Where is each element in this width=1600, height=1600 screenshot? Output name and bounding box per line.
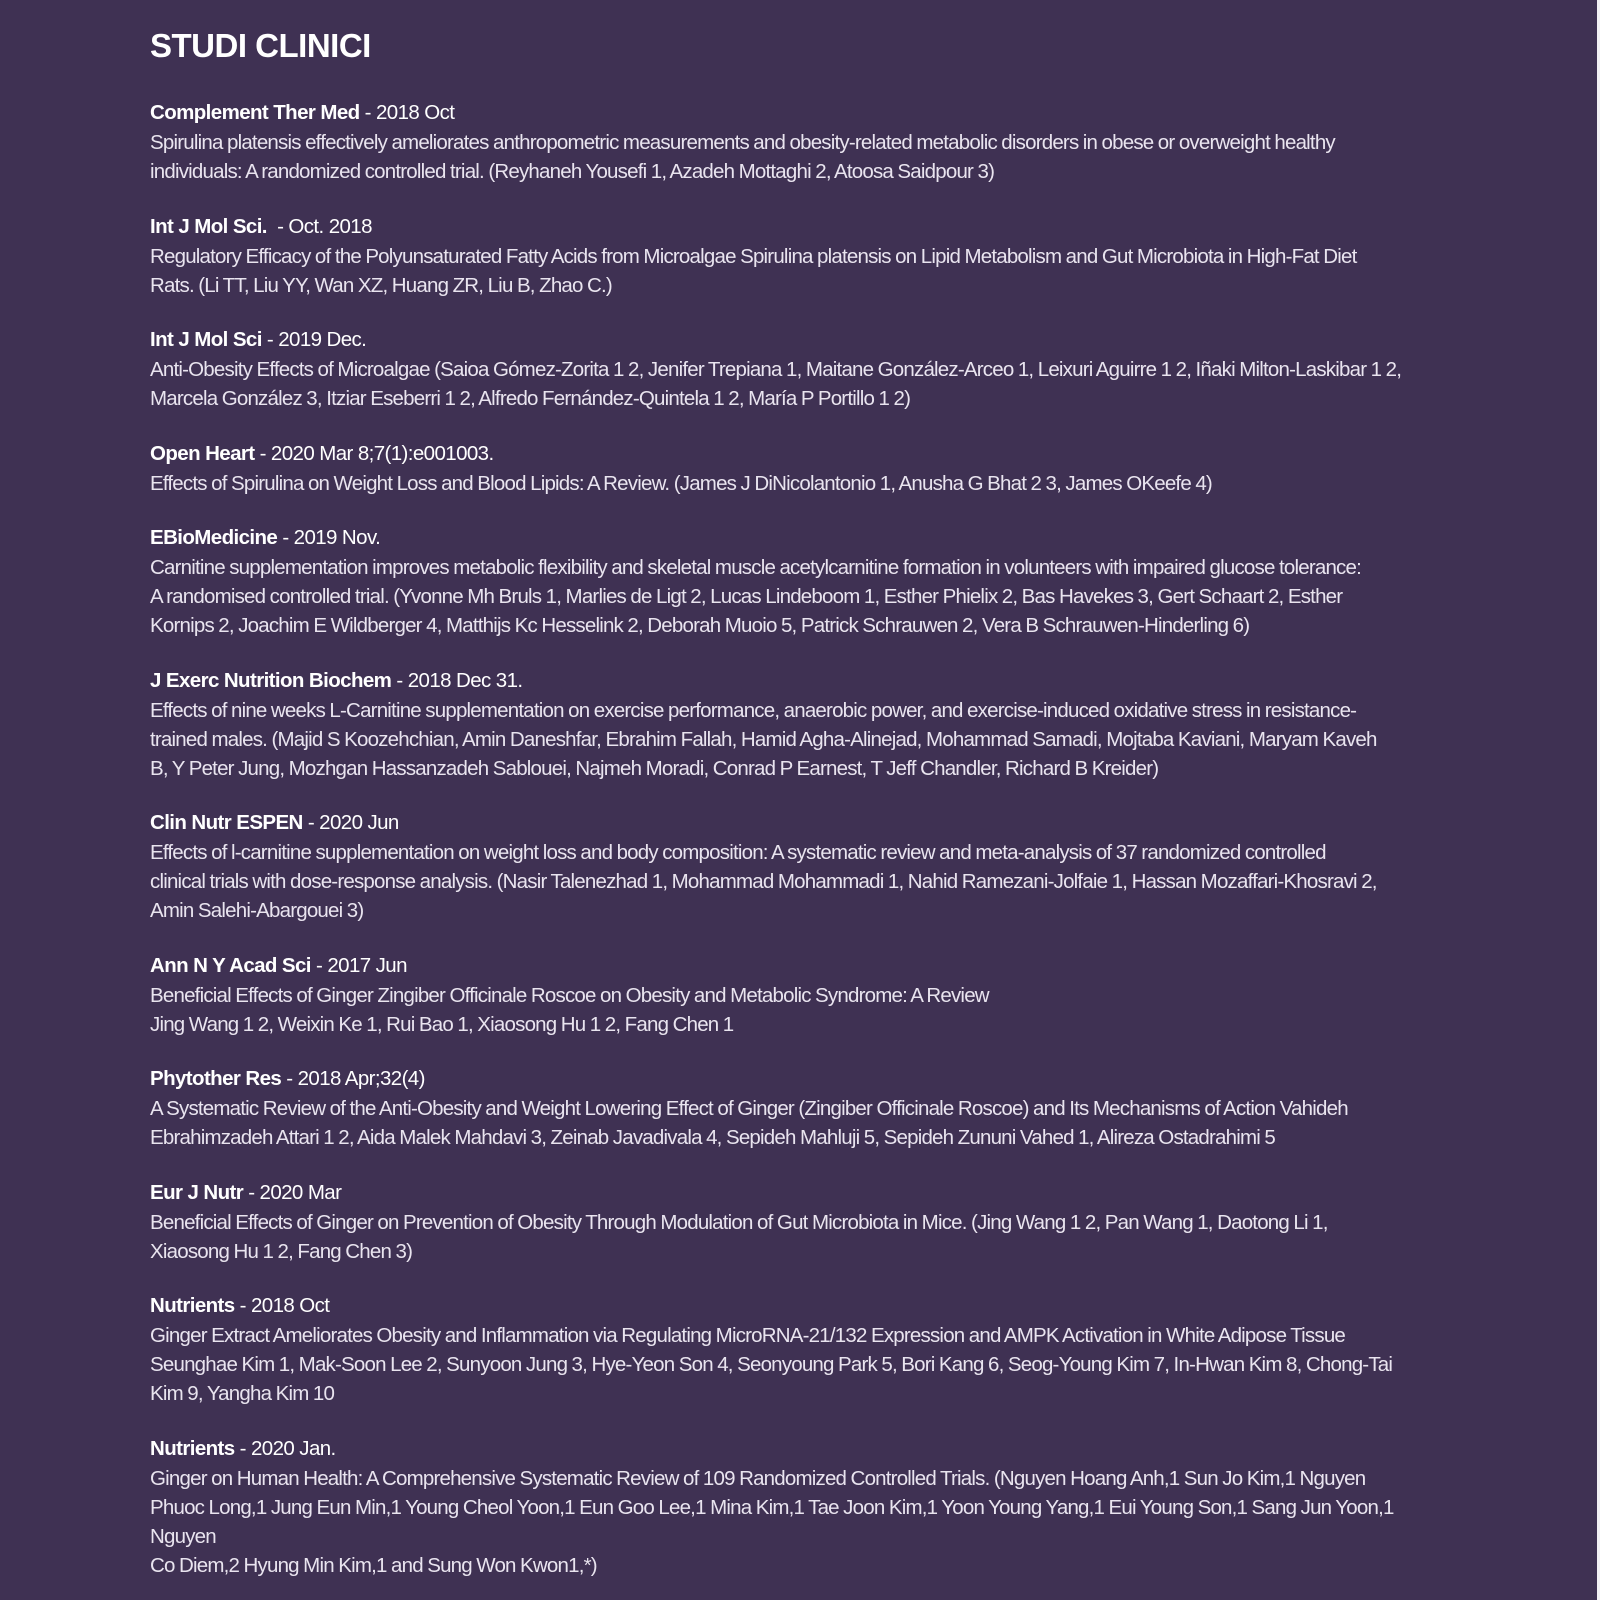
description-line: Amin Salehi-Abargouei 3) xyxy=(150,899,364,922)
description-line: Rats. (Li TT, Liu YY, Wan XZ, Huang ZR, Liu B, Zhao C.) xyxy=(150,273,612,297)
journal-name: Complement Ther Med xyxy=(150,101,360,124)
journal-name: J Exerc Nutrition Biochem xyxy=(150,668,392,692)
description-line: Co Diem,2 Hyung Min Kim,1 and Sung Won Kwon1,*) xyxy=(150,1553,597,1577)
description-line: Ginger Extract Ameliorates Obesity and Inflammation via Regulating MicroRNA-21/132 Expression and AMPK Activation in White Adipose Tissue xyxy=(150,1324,1346,1347)
description-line: Ginger on Human Health: A Comprehensive Systematic Review of 109 Randomized Controlled Trials. (Nguyen Hoang Anh,1 Sun Jo Kim,1 Nguyen xyxy=(150,1466,1366,1490)
description-line: Phuoc Long,1 Jung Eun Min,1 Young Cheol Yoon,1 Eun Goo Lee,1 Mina Kim,1 Tae Joon Kim,1 Yoon Young Yang,1 Eui Young Son,1 Sang Jun Yoon,1 Nguyen xyxy=(150,1495,1394,1548)
study-entry xyxy=(150,666,1450,783)
study-description xyxy=(150,1094,1450,1152)
study-header xyxy=(150,212,1450,242)
study-description xyxy=(150,242,1450,300)
study-entry xyxy=(150,1064,1450,1152)
journal-name: Open Heart xyxy=(150,441,255,465)
study-description xyxy=(150,696,1450,783)
study-description xyxy=(150,355,1450,413)
description-line: Carnitine supplementation improves metabolic flexibility and skeletal muscle acetylcarnitine formation in volunteers with impaired glucose tolerance: xyxy=(150,556,1362,579)
journal-name: EBioMedicine xyxy=(150,526,278,549)
study-header xyxy=(150,666,1450,696)
study-description xyxy=(150,128,1450,186)
study-description xyxy=(150,1321,1450,1408)
description-line: individuals: A randomized controlled trial. (Reyhaneh Yousefi 1, Azadeh Mottaghi 2, Atoosa Saidpour 3) xyxy=(150,160,995,183)
description-line: trained males. (Majid S Koozehchian, Amin Daneshfar, Ebrahim Fallah, Hamid Agha-Alinejad, Mohammad Samadi, Mojtaba Kaviani, Maryam Kaveh xyxy=(150,727,1377,751)
description-line: clinical trials with dose-response analysis. (Nasir Talenezhad 1, Mohammad Mohammadi 1, Nahid Ramezani-Jolfaie 1, Hassan Mozaffari-Khosravi 2, xyxy=(150,870,1377,893)
description-line: Regulatory Efficacy of the Polyunsaturated Fatty Acids from Microalgae Spirulina platensis on Lipid Metabolism and Gut Microbiota in High-Fat Diet xyxy=(150,244,1357,268)
study-entry xyxy=(150,212,1450,300)
study-entry xyxy=(150,1434,1450,1580)
publication-date: - 2020 Jun xyxy=(302,811,399,834)
description-line: Anti-Obesity Effects of Microalgae (Saioa Gómez-Zorita 1 2, Jenifer Trepiana 1, Maitane González-Arceo 1, Leixuri Aguirre 1 2, Iñaki Milton-Laskibar 1 2, xyxy=(150,358,1402,381)
publication-date: - 2018 Oct xyxy=(359,101,455,124)
study-header xyxy=(150,951,1450,981)
journal-name: Clin Nutr ESPEN xyxy=(150,811,303,834)
publication-date: - 2017 Jun xyxy=(310,953,407,977)
publication-date: - 2020 Jan. xyxy=(234,1436,336,1460)
study-entry xyxy=(150,325,1450,413)
study-description xyxy=(150,1464,1450,1580)
description-line: Xiaosong Hu 1 2, Fang Chen 3) xyxy=(150,1239,413,1263)
publication-date: - 2019 Dec. xyxy=(261,328,367,351)
study-entry xyxy=(150,808,1450,925)
study-header xyxy=(150,808,1450,838)
publication-date: - 2018 Oct xyxy=(234,1294,330,1317)
description-line: Effects of nine weeks L-Carnitine supplementation on exercise performance, anaerobic power, and exercise-induced oxidative stress in resistance- xyxy=(150,698,1357,722)
study-description xyxy=(150,553,1450,640)
study-description xyxy=(150,469,1450,498)
study-header xyxy=(150,1291,1450,1321)
study-header xyxy=(150,325,1450,355)
publication-date: - 2020 Mar 8;7(1):e001003. xyxy=(254,441,494,465)
page-title: STUDI CLINICI xyxy=(150,27,371,64)
description-line: Marcela González 3, Itziar Eseberri 1 2, Alfredo Fernández-Quintela 1 2, María P Portillo 1 2) xyxy=(150,387,911,410)
description-line: Beneficial Effects of Ginger on Prevention of Obesity Through Modulation of Gut Microbiota in Mice. (Jing Wang 1 2, Pan Wang 1, Daotong Li 1, xyxy=(150,1210,1328,1234)
publication-date: - 2018 Dec 31. xyxy=(391,668,523,692)
journal-name: Ann N Y Acad Sci xyxy=(150,953,311,977)
journal-name: Int J Mol Sci xyxy=(150,328,262,351)
study-description xyxy=(150,838,1450,925)
publication-date: - 2019 Nov. xyxy=(277,526,381,549)
description-line: A Systematic Review of the Anti-Obesity and Weight Lowering Effect of Ginger (Zingiber Officinale Roscoe) and Its Mechanisms of Action Vahideh xyxy=(150,1097,1348,1120)
journal-name: Phytother Res xyxy=(150,1067,282,1090)
description-line: Kim 9, Yangha Kim 10 xyxy=(150,1382,335,1405)
study-header xyxy=(150,1434,1450,1464)
description-line: Ebrahimzadeh Attari 1 2, Aida Malek Mahdavi 3, Zeinab Javadivala 4, Sepideh Mahluji 5, Sepideh Zununi Vahed 1, Alireza Ostadrahimi 5 xyxy=(150,1126,1276,1149)
description-line: B, Y Peter Jung, Mozhgan Hassanzadeh Sablouei, Najmeh Moradi, Conrad P Earnest, T Jeff Chandler, Richard B Kreider) xyxy=(150,756,1159,780)
study-header xyxy=(150,1064,1450,1094)
journal-name: Nutrients xyxy=(150,1436,235,1460)
study-header xyxy=(150,523,1450,553)
study-entry xyxy=(150,1178,1450,1266)
description-line: A randomised controlled trial. (Yvonne Mh Bruls 1, Marlies de Ligt 2, Lucas Lindeboom 1, Esther Phielix 2, Bas Havekes 3, Gert Schaart 2, Esther xyxy=(150,585,1343,608)
description-line: Effects of l-carnitine supplementation on weight loss and body composition: A systematic review and meta-analysis of 37 randomized controlled xyxy=(150,841,1326,864)
journal-name: Eur J Nutr xyxy=(150,1180,244,1204)
study-description xyxy=(150,981,1450,1039)
description-line: Kornips 2, Joachim E Wildberger 4, Matthijs Kc Hesselink 2, Deborah Muoio 5, Patrick Schrauwen 2, Vera B Schrauwen-Hinderling 6) xyxy=(150,614,1250,637)
study-header xyxy=(150,98,1450,128)
publication-date: - Oct. 2018 xyxy=(266,214,372,238)
study-header xyxy=(150,439,1450,469)
description-line: Beneficial Effects of Ginger Zingiber Officinale Roscoe on Obesity and Metabolic Syndrome: A Review xyxy=(150,983,989,1007)
study-entry xyxy=(150,98,1450,186)
journal-name: Nutrients xyxy=(150,1294,235,1317)
publication-date: - 2018 Apr;32(4) xyxy=(281,1067,425,1090)
study-description xyxy=(150,1208,1450,1266)
description-line: Effects of Spirulina on Weight Loss and Blood Lipids: A Review. (James J DiNicolantonio 1, Anusha G Bhat 2 3, James OKeefe 4) xyxy=(150,471,1212,495)
publication-date: - 2020 Mar xyxy=(243,1180,342,1204)
study-header xyxy=(150,1178,1450,1208)
study-entry xyxy=(150,523,1450,640)
description-line: Spirulina platensis effectively ameliorates anthropometric measurements and obesity-related metabolic disorders in obese or overweight healthy xyxy=(150,131,1335,154)
study-entry xyxy=(150,951,1450,1039)
description-line: Seunghae Kim 1, Mak-Soon Lee 2, Sunyoon Jung 3, Hye-Yeon Son 4, Seonyoung Park 5, Bori Kang 6, Seog-Young Kim 7, In-Hwan Kim 8, Chong-Tai xyxy=(150,1353,1393,1376)
description-line: Jing Wang 1 2, Weixin Ke 1, Rui Bao 1, Xiaosong Hu 1 2, Fang Chen 1 xyxy=(150,1012,734,1036)
study-entry xyxy=(150,439,1450,498)
journal-name: Int J Mol Sci. xyxy=(150,214,267,238)
study-entry xyxy=(150,1291,1450,1408)
